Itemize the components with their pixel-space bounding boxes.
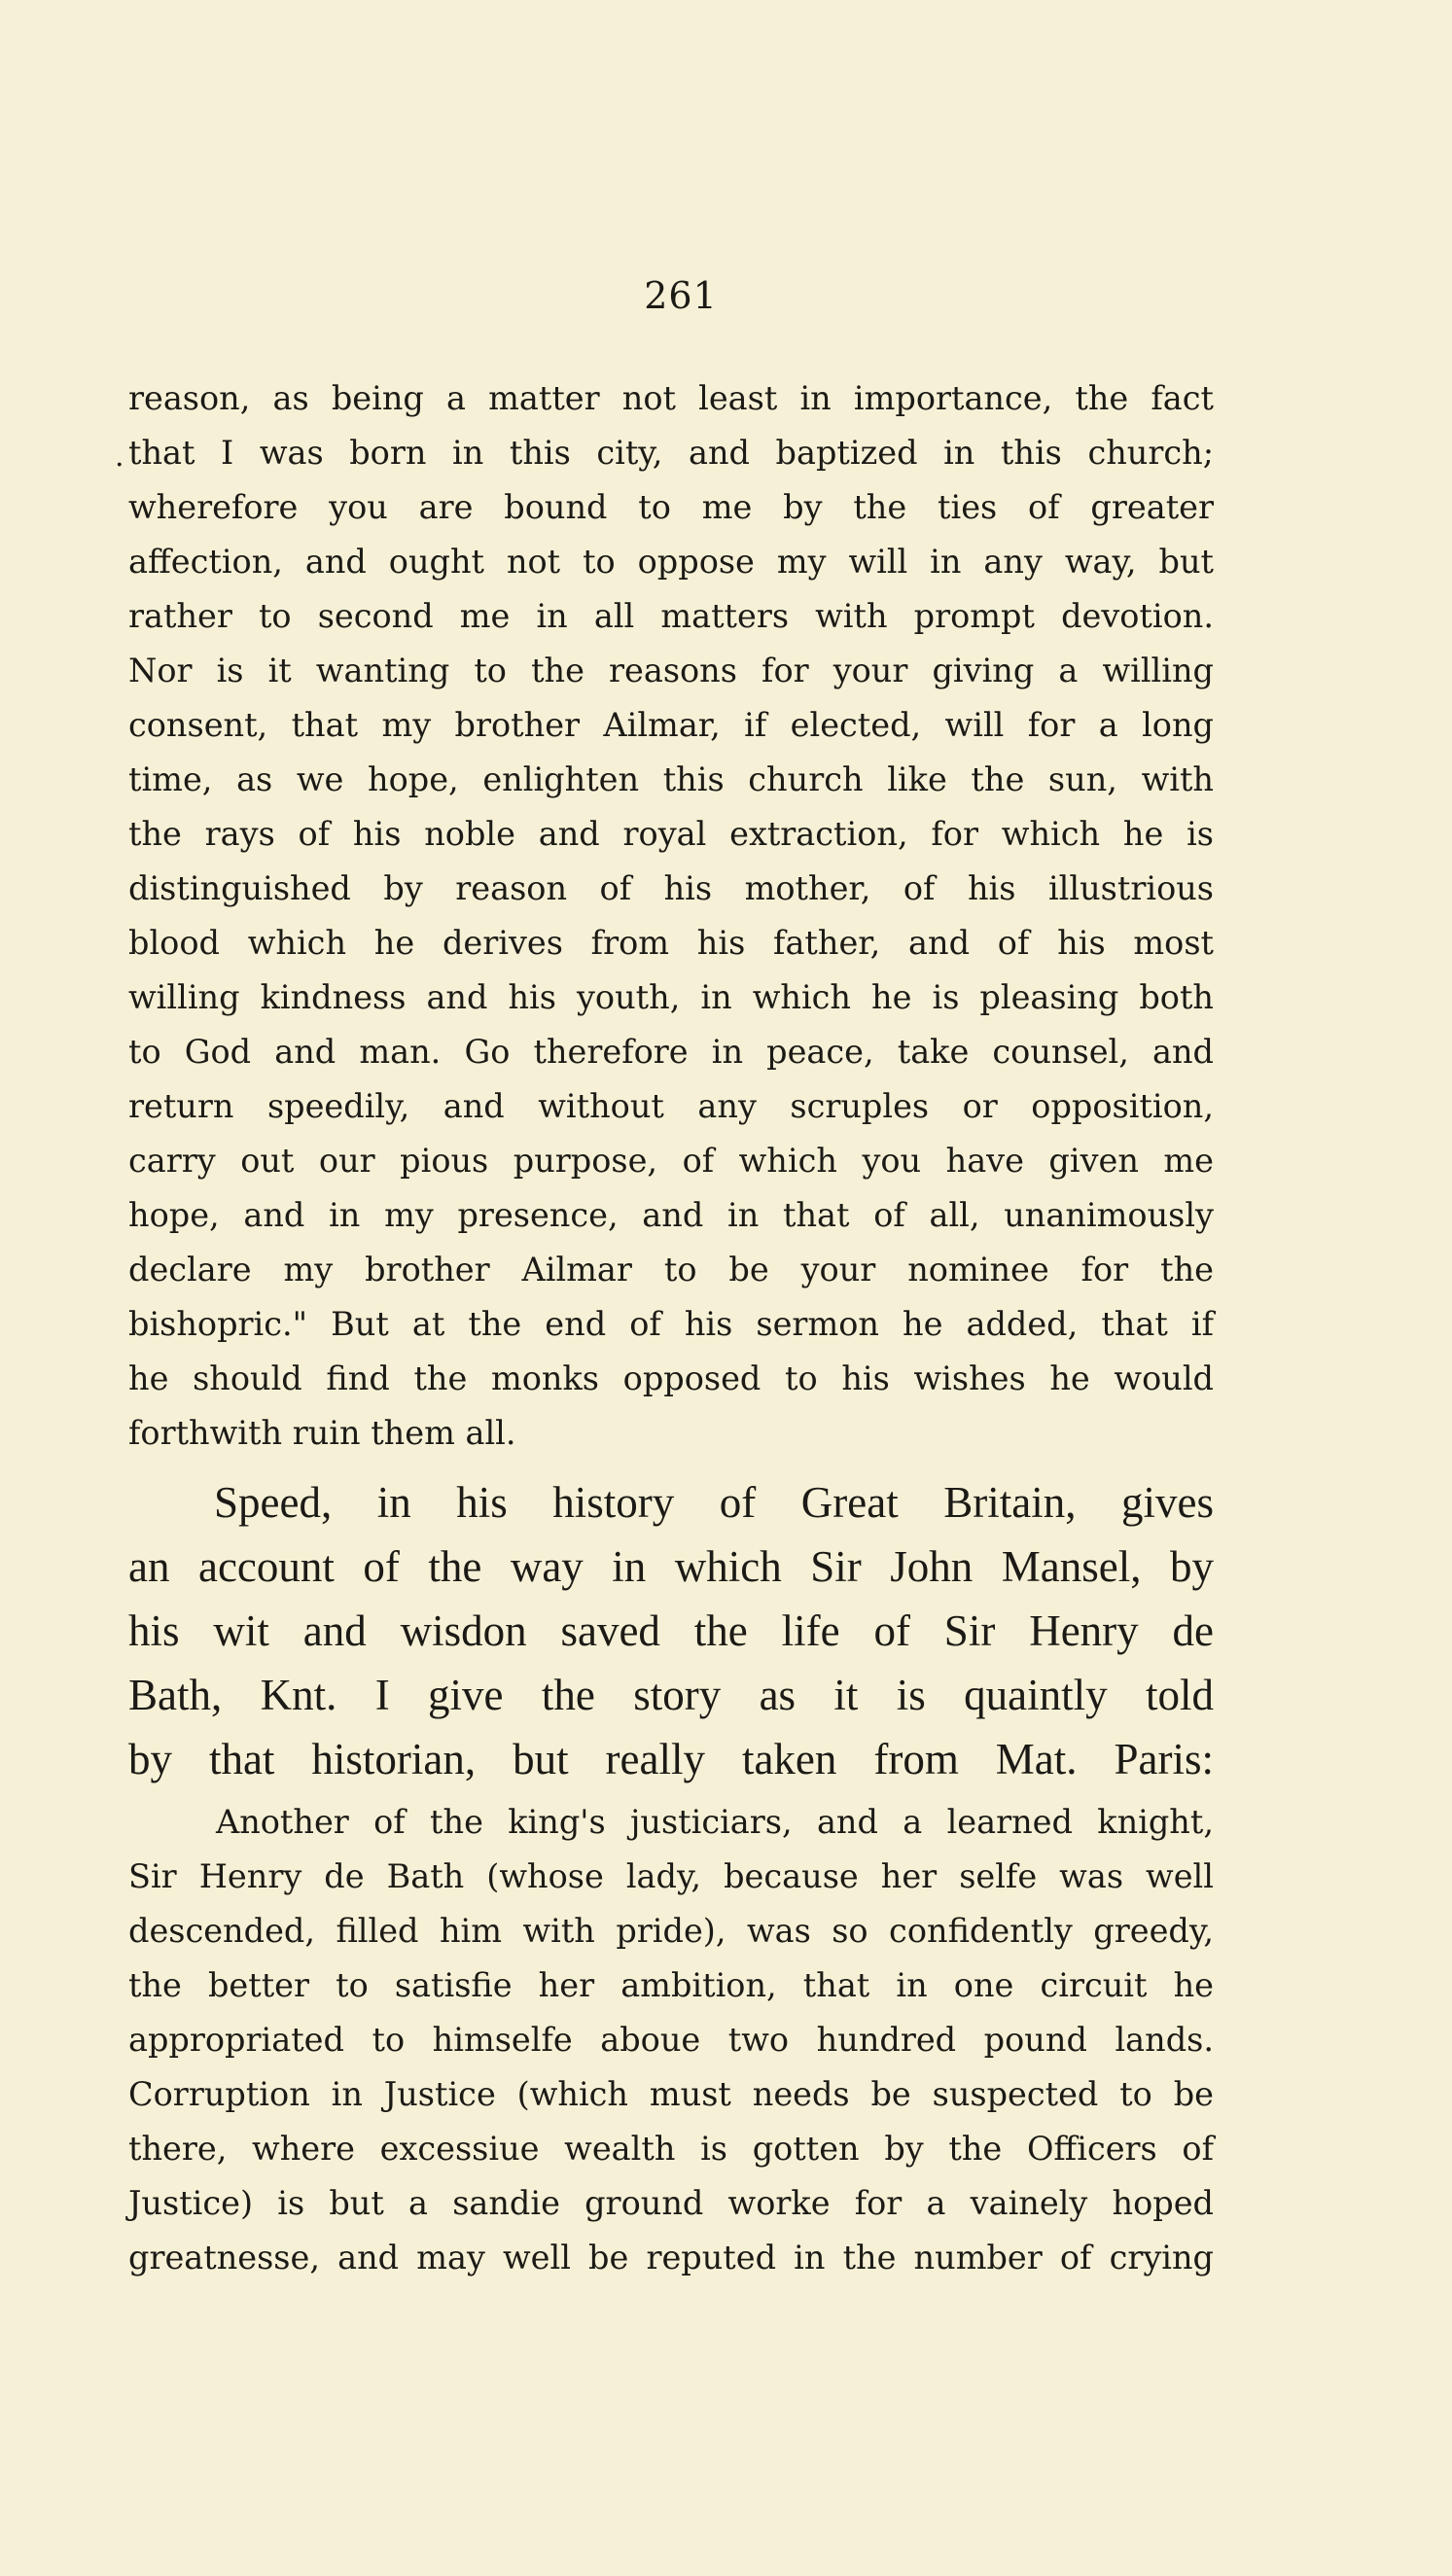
text-line: his wit and wisdon saved the life of Sir Henry de [128, 1606, 1214, 1655]
page-number: 261 [644, 274, 718, 317]
text-line: distinguished by reason of his mother, of his illustrious [128, 869, 1214, 907]
text-line: Justice) is but a sandie ground worke for a vainely hoped [128, 2184, 1214, 2222]
text-line: time, as we hope, enlighten this church like the sun, with [128, 760, 1214, 798]
text-line: Bath, Knt. I give the story as it is quaintly told [128, 1671, 1214, 1719]
text-line: the rays of his noble and royal extraction, for which he is [128, 815, 1214, 853]
text-line: Corruption in Justice (which must needs be suspected to be [128, 2075, 1214, 2113]
margin-dot: . [115, 440, 124, 474]
text-line: that I was born in this city, and baptized in this church; [128, 434, 1214, 472]
text-line: he should find the monks opposed to his wishes he would [128, 1359, 1214, 1397]
text-line: forthwith ruin them all. [128, 1414, 516, 1452]
text-line: the better to satisfie her ambition, that in one circuit he [128, 1966, 1214, 2004]
text-line: Another of the king's justiciars, and a learned knight, [216, 1803, 1214, 1841]
text-line: by that historian, but really taken from Mat. Paris: [128, 1735, 1214, 1783]
text-line: hope, and in my presence, and in that of all, unanimously [128, 1196, 1214, 1234]
text-line: affection, and ought not to oppose my will in any way, but [128, 543, 1214, 581]
text-line: Nor is it wanting to the reasons for your giving a willing [128, 652, 1214, 689]
text-line: an account of the way in which Sir John Mansel, by [128, 1542, 1214, 1591]
text-line: rather to second me in all matters with prompt devotion. [128, 597, 1214, 635]
text-line: Sir Henry de Bath (whose lady, because her selfe was well [128, 1857, 1214, 1895]
text-line: consent, that my brother Ailmar, if elected, will for a long [128, 706, 1214, 744]
text-line: willing kindness and his youth, in which he is pleasing both [128, 978, 1214, 1016]
text-line: appropriated to himselfe aboue two hundred pound lands. [128, 2021, 1214, 2059]
text-line: to God and man. Go therefore in peace, take counsel, and [128, 1033, 1214, 1071]
text-line: reason, as being a matter not least in importance, the fact [128, 379, 1214, 417]
text-line: wherefore you are bound to me by the ties of greater [128, 488, 1214, 526]
text-line: greatnesse, and may well be reputed in the number of crying [128, 2239, 1214, 2276]
text-line: bishopric." But at the end of his sermon he added, that if [128, 1305, 1214, 1343]
text-line: Speed, in his history of Great Britain, gives [214, 1478, 1214, 1527]
text-line: there, where excessiue wealth is gotten by the Officers of [128, 2130, 1214, 2168]
text-line: return speedily, and without any scruples or opposition, [128, 1087, 1214, 1125]
text-line: blood which he derives from his father, and of his most [128, 924, 1214, 962]
text-line: declare my brother Ailmar to be your nominee for the [128, 1251, 1214, 1288]
text-line: descended, filled him with pride), was so confidently greedy, [128, 1912, 1214, 1950]
text-line: carry out our pious purpose, of which you have given me [128, 1142, 1214, 1180]
